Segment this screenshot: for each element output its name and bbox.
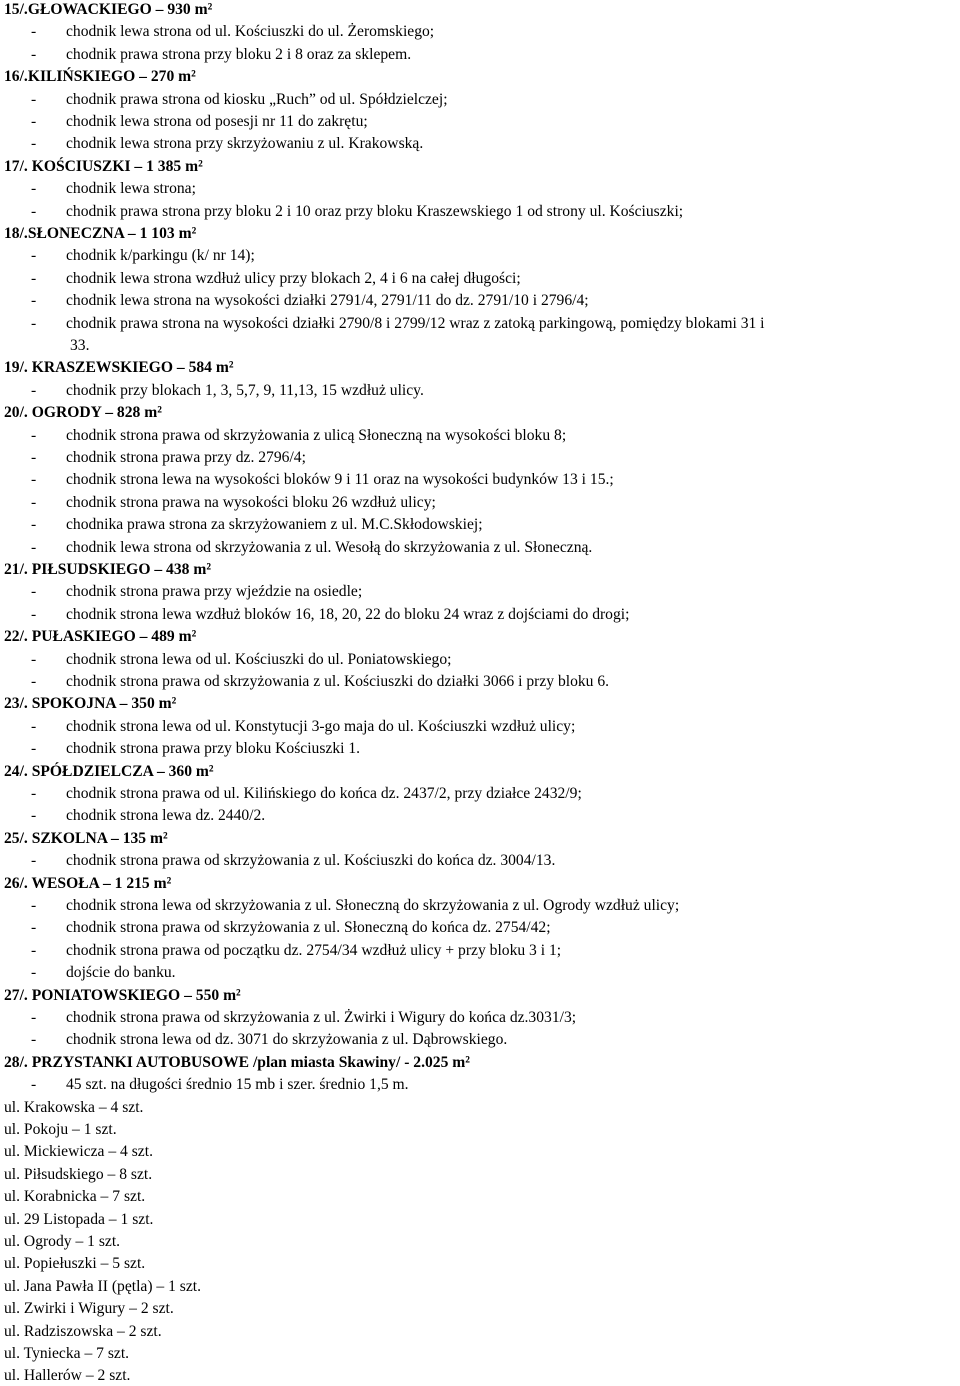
stop-count-text: ul. Popiełuszki – 5 szt. — [4, 1255, 146, 1273]
bullet-dash: - — [31, 919, 37, 937]
bullet-dash: - — [31, 1076, 37, 1094]
list-item-text: dojście do banku. — [66, 964, 176, 982]
continuation-text: 33. — [70, 337, 90, 354]
bullet-dash: - — [31, 852, 37, 870]
list-item-text: chodnik strona lewa od ul. Kościuszki do ul. Poniatowskiego; — [66, 650, 452, 668]
section-heading-text: 24/. SPÓŁDZIELCZA – 360 m² — [4, 762, 214, 780]
section-heading-text: 26/. WESOŁA – 1 215 m² — [4, 874, 172, 892]
stop-count-line — [4, 1187, 145, 1207]
list-item-text: 45 szt. na długości średnio 15 mb i szer. średnio 1,5 m. — [66, 1076, 409, 1094]
section-heading — [4, 403, 162, 423]
stop-count-text: ul. Zwirki i Wigury – 2 szt. — [4, 1300, 174, 1318]
stop-count-line — [4, 1232, 120, 1252]
bullet-dash: - — [31, 113, 37, 130]
list-item-text: chodnik strona prawa przy dz. 2796/4; — [66, 449, 306, 466]
section-heading-text: 25/. SZKOLNA – 135 m² — [4, 829, 168, 847]
list-item-text: chodnika prawa strona za skrzyżowaniem z ul. M.C.Skłodowskiej; — [66, 516, 483, 534]
list-item-text: chodnik prawa strona od kiosku „Ruch” od ul. Spółdzielczej; — [66, 90, 448, 108]
list-item-text: chodnik prawa strona przy bloku 2 i 10 oraz przy bloku Kraszewskiego 1 od strony ul. Kościuszki; — [66, 202, 684, 220]
section-heading-text: 27/. PONIATOWSKIEGO – 550 m² — [4, 986, 241, 1004]
section-heading — [4, 1053, 470, 1073]
section-heading — [4, 627, 196, 647]
bullet-dash: - — [31, 538, 37, 556]
bullet-dash: - — [31, 1031, 37, 1049]
section-heading — [4, 694, 176, 714]
section-heading-text: 17/. KOŚCIUSZKI – 1 385 m² — [4, 157, 203, 175]
list-item-text: chodnik przy blokach 1, 3, 5,7, 9, 11,13, 15 wzdłuż ulicy. — [66, 381, 424, 399]
stop-count-line — [4, 1254, 145, 1274]
list-item-text: chodnik strona lewa od skrzyżowania z ul. Słoneczną do skrzyżowania z ul. Ogrody wzdłuż ulicy; — [66, 897, 680, 914]
bullet-dash: - — [31, 785, 37, 802]
stop-count-text: ul. Hallerów – 2 szt. — [4, 1367, 131, 1385]
section-heading — [4, 829, 168, 849]
list-item-text: chodnik strona prawa na wysokości bloku 26 wzdłuż ulicy; — [66, 493, 436, 511]
bullet-dash: - — [31, 180, 37, 198]
stop-count-line — [4, 1098, 143, 1118]
section-heading — [4, 157, 203, 177]
bullet-dash: - — [31, 941, 37, 959]
section-heading — [4, 762, 214, 782]
bullet-dash: - — [31, 740, 37, 758]
list-item-text: chodnik lewa strona wzdłuż ulicy przy blokach 2, 4 i 6 na całej długości; — [66, 269, 521, 287]
bullet-dash: - — [31, 202, 37, 220]
section-heading — [4, 560, 211, 580]
list-item-text: chodnik lewa strona od ul. Kościuszki do ul. Żeromskiego; — [66, 23, 435, 41]
list-item-text: chodnik strona prawa od ul. Kilińskiego do końca dz. 2437/2, przy działce 2432/9; — [66, 785, 582, 802]
list-item-text: chodnik strona lewa od ul. Konstytucji 3-go maja do ul. Kościuszki wzdłuż ulicy; — [66, 717, 576, 735]
stop-count-line — [4, 1142, 153, 1162]
stop-count-text: ul. Radziszowska – 2 szt. — [4, 1322, 162, 1340]
section-heading-text: 22/. PUŁASKIEGO – 489 m² — [4, 628, 197, 646]
stop-count-line — [4, 1344, 129, 1364]
list-item-text: chodnik strona prawa od skrzyżowania z ul. Żwirki i Wigury do końca dz.3031/3; — [66, 1009, 577, 1026]
list-item-text: chodnik strona prawa od skrzyżowania z ul. Słoneczną do końca dz. 2754/42; — [66, 919, 551, 937]
bullet-dash: - — [31, 1009, 37, 1026]
bullet-dash: - — [31, 23, 37, 41]
bullet-dash: - — [31, 807, 37, 825]
list-item-text: chodnik lewa strona przy skrzyżowaniu z ul. Krakowską. — [66, 135, 424, 153]
stop-count-text: ul. Krakowska – 4 szt. — [4, 1098, 144, 1116]
bullet-dash: - — [31, 247, 37, 265]
stop-count-line — [4, 1120, 117, 1140]
section-heading-text: 16/.KILIŃSKIEGO – 270 m² — [4, 68, 196, 86]
section-heading-text: 23/. SPOKOJNA – 350 m² — [4, 695, 177, 713]
stop-count-line — [4, 1165, 152, 1185]
list-item-continuation — [70, 336, 90, 356]
stop-count-line — [4, 1299, 174, 1319]
list-item-text: chodnik strona prawa od skrzyżowania z ulicą Słoneczną na wysokości bloku 8; — [66, 426, 567, 444]
bullet-dash: - — [31, 605, 37, 623]
section-heading-text: 15/.GŁOWACKIEGO – 930 m² — [4, 1, 213, 18]
bullet-dash: - — [31, 717, 37, 735]
section-heading-text: 21/. PIŁSUDSKIEGO – 438 m² — [4, 561, 211, 578]
section-heading — [4, 358, 234, 378]
bullet-dash: - — [31, 135, 37, 153]
section-heading — [4, 224, 196, 244]
list-item-text: chodnik strona lewa na wysokości bloków 9 i 11 oraz na wysokości budynków 13 i 15.; — [66, 471, 614, 489]
bullet-dash: - — [31, 897, 37, 914]
bullet-dash: - — [31, 964, 37, 982]
stop-count-text: ul. Ogrody – 1 szt. — [4, 1233, 121, 1250]
bullet-dash: - — [31, 516, 37, 534]
stop-count-text: ul. Jana Pawła II (pętla) – 1 szt. — [4, 1277, 202, 1295]
list-item-text: chodnik strona prawa od skrzyżowania z ul. Kościuszki do działki 3066 i przy bloku 6. — [66, 673, 610, 690]
list-item-text: chodnik prawa strona na wysokości działki 2790/8 i 2799/12 wraz z zatoką parkingową, pomiędzy blokami 31 i — [66, 314, 765, 332]
list-item-text: chodnik strona prawa od początku dz. 2754/34 wzdłuż ulicy + przy bloku 3 i 1; — [66, 941, 562, 959]
list-item-text: chodnik strona lewa wzdłuż bloków 16, 18, 20, 22 do bloku 24 wraz z dojściami do drogi; — [66, 605, 630, 623]
stop-count-text: ul. Pokoju – 1 szt. — [4, 1121, 117, 1138]
list-item-text: chodnik k/parkingu (k/ nr 14); — [66, 247, 255, 265]
list-item-text: chodnik lewa strona od posesji nr 11 do zakrętu; — [66, 113, 368, 130]
stop-count-text: ul. 29 Listopada – 1 szt. — [4, 1210, 154, 1228]
bullet-dash: - — [31, 381, 37, 399]
list-item-text: chodnik strona prawa od skrzyżowania z ul. Kościuszki do końca dz. 3004/13. — [66, 852, 556, 870]
list-item-text: chodnik lewa strona; — [66, 180, 196, 198]
list-item-text: chodnik strona lewa dz. 2440/2. — [66, 807, 266, 825]
list-item-text: chodnik prawa strona przy bloku 2 i 8 oraz za sklepem. — [66, 45, 412, 63]
list-item-text: chodnik strona prawa przy bloku Kościuszki 1. — [66, 740, 361, 758]
stop-count-line — [4, 1277, 201, 1297]
bullet-dash: - — [31, 583, 37, 601]
stop-count-text: ul. Mickiewicza – 4 szt. — [4, 1143, 153, 1161]
bullet-dash: - — [31, 426, 37, 444]
stop-count-text: ul. Piłsudskiego – 8 szt. — [4, 1165, 153, 1183]
list-item-text: chodnik lewa strona na wysokości działki 2791/4, 2791/11 do dz. 2791/10 i 2796/4; — [66, 292, 589, 310]
stop-count-text: ul. Korabnicka – 7 szt. — [4, 1188, 146, 1206]
bullet-dash: - — [31, 90, 37, 108]
bullet-dash: - — [31, 314, 37, 332]
section-heading-text: 20/. OGRODY – 828 m² — [4, 404, 162, 422]
bullet-dash: - — [31, 269, 37, 287]
stop-count-line — [4, 1366, 130, 1386]
bullet-dash: - — [31, 650, 37, 668]
bullet-dash: - — [31, 471, 37, 489]
stop-count-line — [4, 1322, 162, 1342]
section-heading — [4, 986, 241, 1006]
bullet-dash: - — [31, 449, 37, 466]
section-heading-text: 28/. PRZYSTANKI AUTOBUSOWE /plan miasta Skawiny/ - 2.025 m² — [4, 1053, 470, 1071]
bullet-dash: - — [31, 493, 37, 511]
list-item-text: chodnik strona lewa od dz. 3071 do skrzyżowania z ul. Dąbrowskiego. — [66, 1031, 508, 1049]
bullet-dash: - — [31, 45, 37, 63]
section-heading-text: 19/. KRASZEWSKIEGO – 584 m² — [4, 359, 234, 377]
bullet-dash: - — [31, 292, 37, 310]
bullet-dash: - — [31, 673, 37, 690]
list-item-text: chodnik lewa strona od skrzyżowania z ul. Wesołą do skrzyżowania z ul. Słoneczną. — [66, 538, 593, 556]
stop-count-text: ul. Tyniecka – 7 szt. — [4, 1345, 130, 1362]
section-heading-text: 18/.SŁONECZNA – 1 103 m² — [4, 225, 197, 242]
section-heading — [4, 0, 212, 20]
section-heading — [4, 67, 196, 87]
list-item-text: chodnik strona prawa przy wjeździe na osiedle; — [66, 583, 363, 601]
section-heading — [4, 874, 171, 894]
stop-count-line — [4, 1210, 153, 1230]
